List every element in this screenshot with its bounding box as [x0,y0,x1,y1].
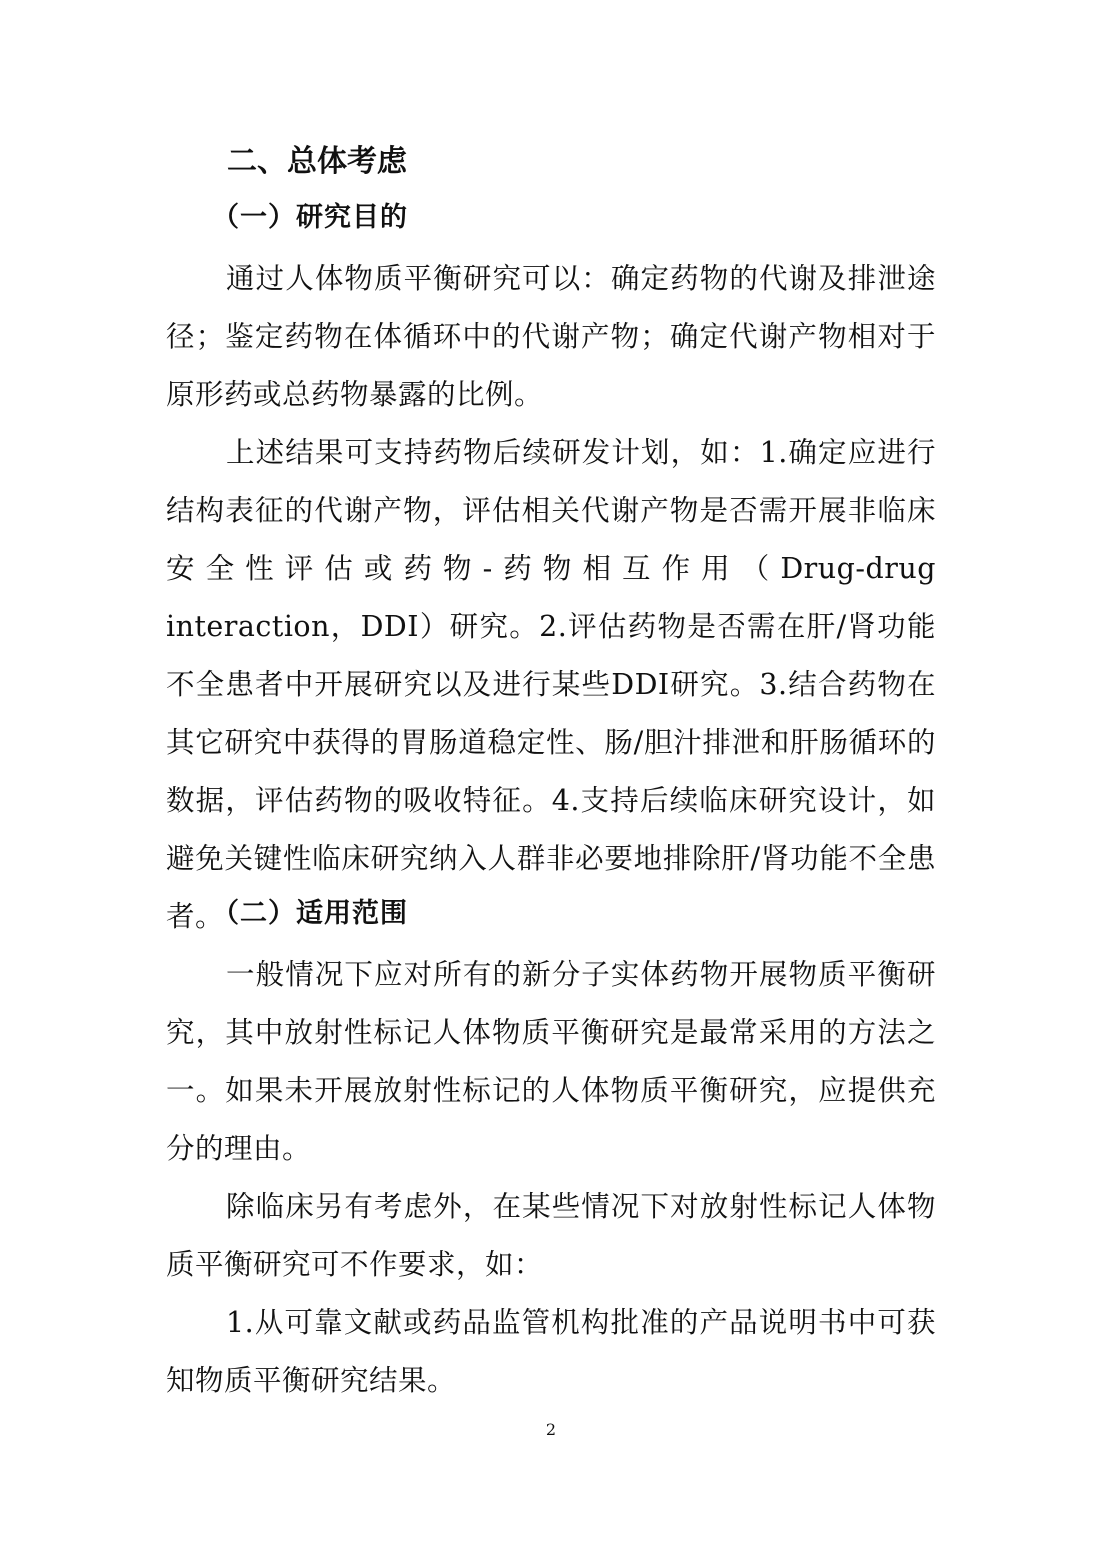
paragraph-scope-3: 1.从可靠文献或药品监管机构批准的产品说明书中可获知物质平衡研究结果。 [166,1306,936,1397]
page-number: 2 [545,1420,557,1439]
paragraph-purpose-1: 通过人体物质平衡研究可以：确定药物的代谢及排泄途径；鉴定药物在体循环中的代谢产物；确定代谢产物相对于原形药或总药物暴露的比例。 [166,262,936,411]
paragraph-scope-1: 一般情况下应对所有的新分子实体药物开展物质平衡研究，其中放射性标记人体物质平衡研究是最常采用的方法之一。如果未开展放射性标记的人体物质平衡研究，应提供充分的理由。 [166,958,936,1165]
subsection-heading-purpose: （一）研究目的 [212,202,408,233]
section-heading: 二、总体考虑 [227,144,407,179]
paragraph-purpose-2: 上述结果可支持药物后续研发计划，如：1.确定应进行结构表征的代谢产物，评估相关代谢产物是否需开展非临床安全性评估或药物-药物相互作用（Drug-drug interaction，DDI）研究。2.评估药物是否需在肝/肾功能不全患者中开展研究以及进行某些DDI研究。3.结合药物在其它研究中获得的胃肠道稳定性、肠/胆汁排泄和肝肠循环的数据，评估药物的吸收特征。4.支持后续临床研究设计，如避免关键性临床研究纳入人群非必要地排除肝/肾功能不全患者。 [166,436,936,933]
paragraph-scope-2: 除临床另有考虑外，在某些情况下对放射性标记人体物质平衡研究可不作要求，如： [166,1190,936,1281]
subsection-heading-scope: （二）适用范围 [212,898,408,929]
